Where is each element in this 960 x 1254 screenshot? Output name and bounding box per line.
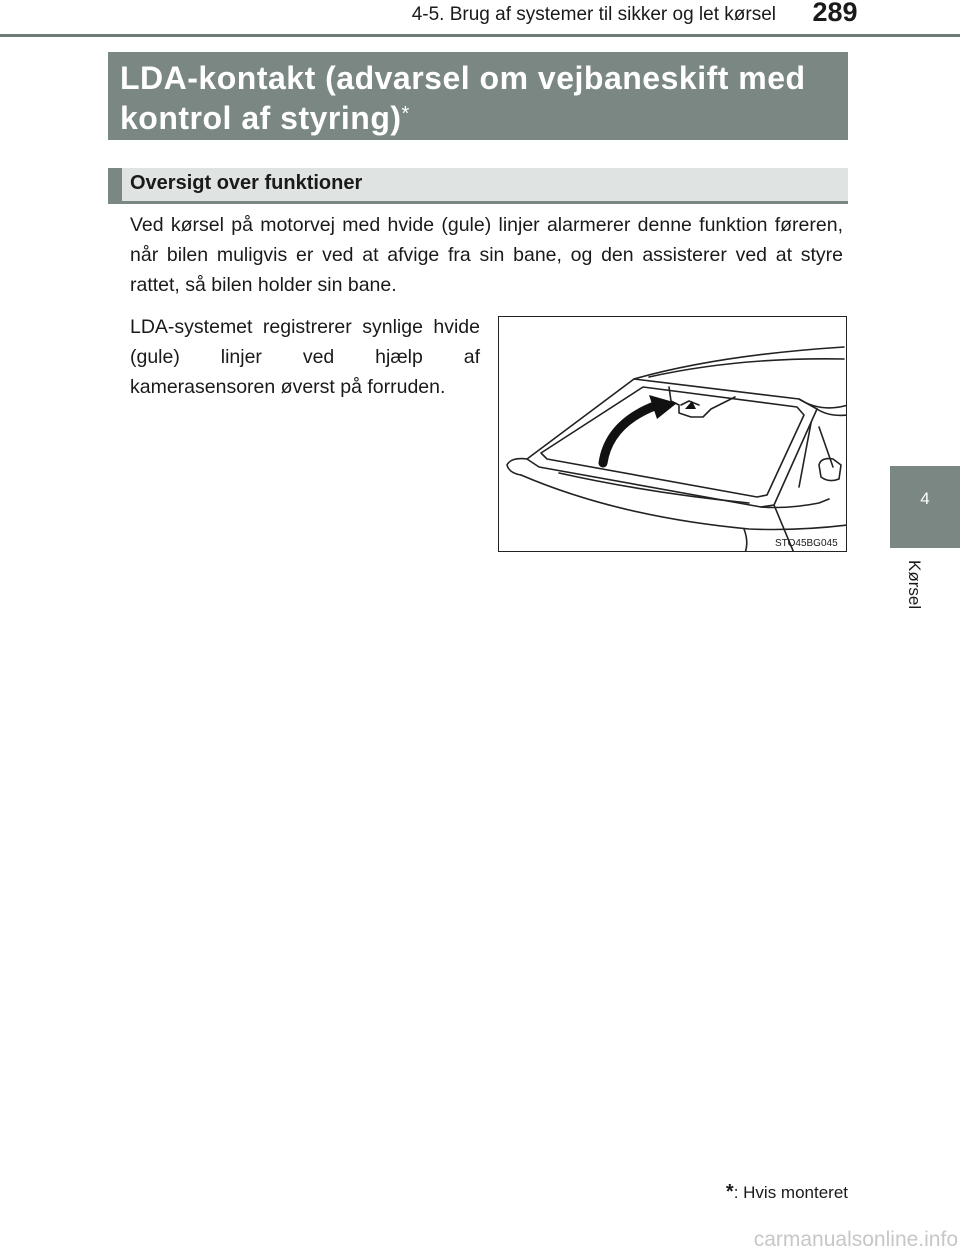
header-divider [0, 34, 960, 37]
running-header: 4-5. Brug af systemer til sikker og let kørsel [411, 4, 776, 25]
watermark: carmanualsonline.info [753, 1228, 958, 1251]
footnote [600, 1181, 848, 1204]
footnote-star: * [725, 1181, 734, 1203]
page-title [108, 52, 848, 140]
footnote-text: : Hvis monteret [733, 1183, 848, 1202]
page-title-text: LDA-kontakt (advarsel om vejbaneskift med kontrol af styring) [120, 60, 806, 136]
car-windshield-illustration [499, 317, 847, 552]
windshield-camera-figure [498, 316, 847, 552]
title-asterisk: * [401, 103, 410, 125]
body-paragraph-2: LDA-systemet registrerer synlige hvide (gule) linjer ved hjælp af kamerasensoren øverst på forruden. [130, 316, 480, 398]
section-heading: Oversigt over funktioner [108, 168, 848, 204]
chapter-label: Kørsel [905, 560, 924, 610]
chapter-number: 4 [920, 489, 930, 508]
page-number: 289 [812, 0, 858, 27]
figure-code: STO45BG045 [775, 538, 838, 549]
body-paragraph-1: Ved kørsel på motorvej med hvide (gule) linjer alarmerer denne funktion føreren, når bilen muligvis er ved at afvige fra sin bane, og den assisterer ved at styre rattet, så bilen holder sin bane. [130, 214, 843, 296]
